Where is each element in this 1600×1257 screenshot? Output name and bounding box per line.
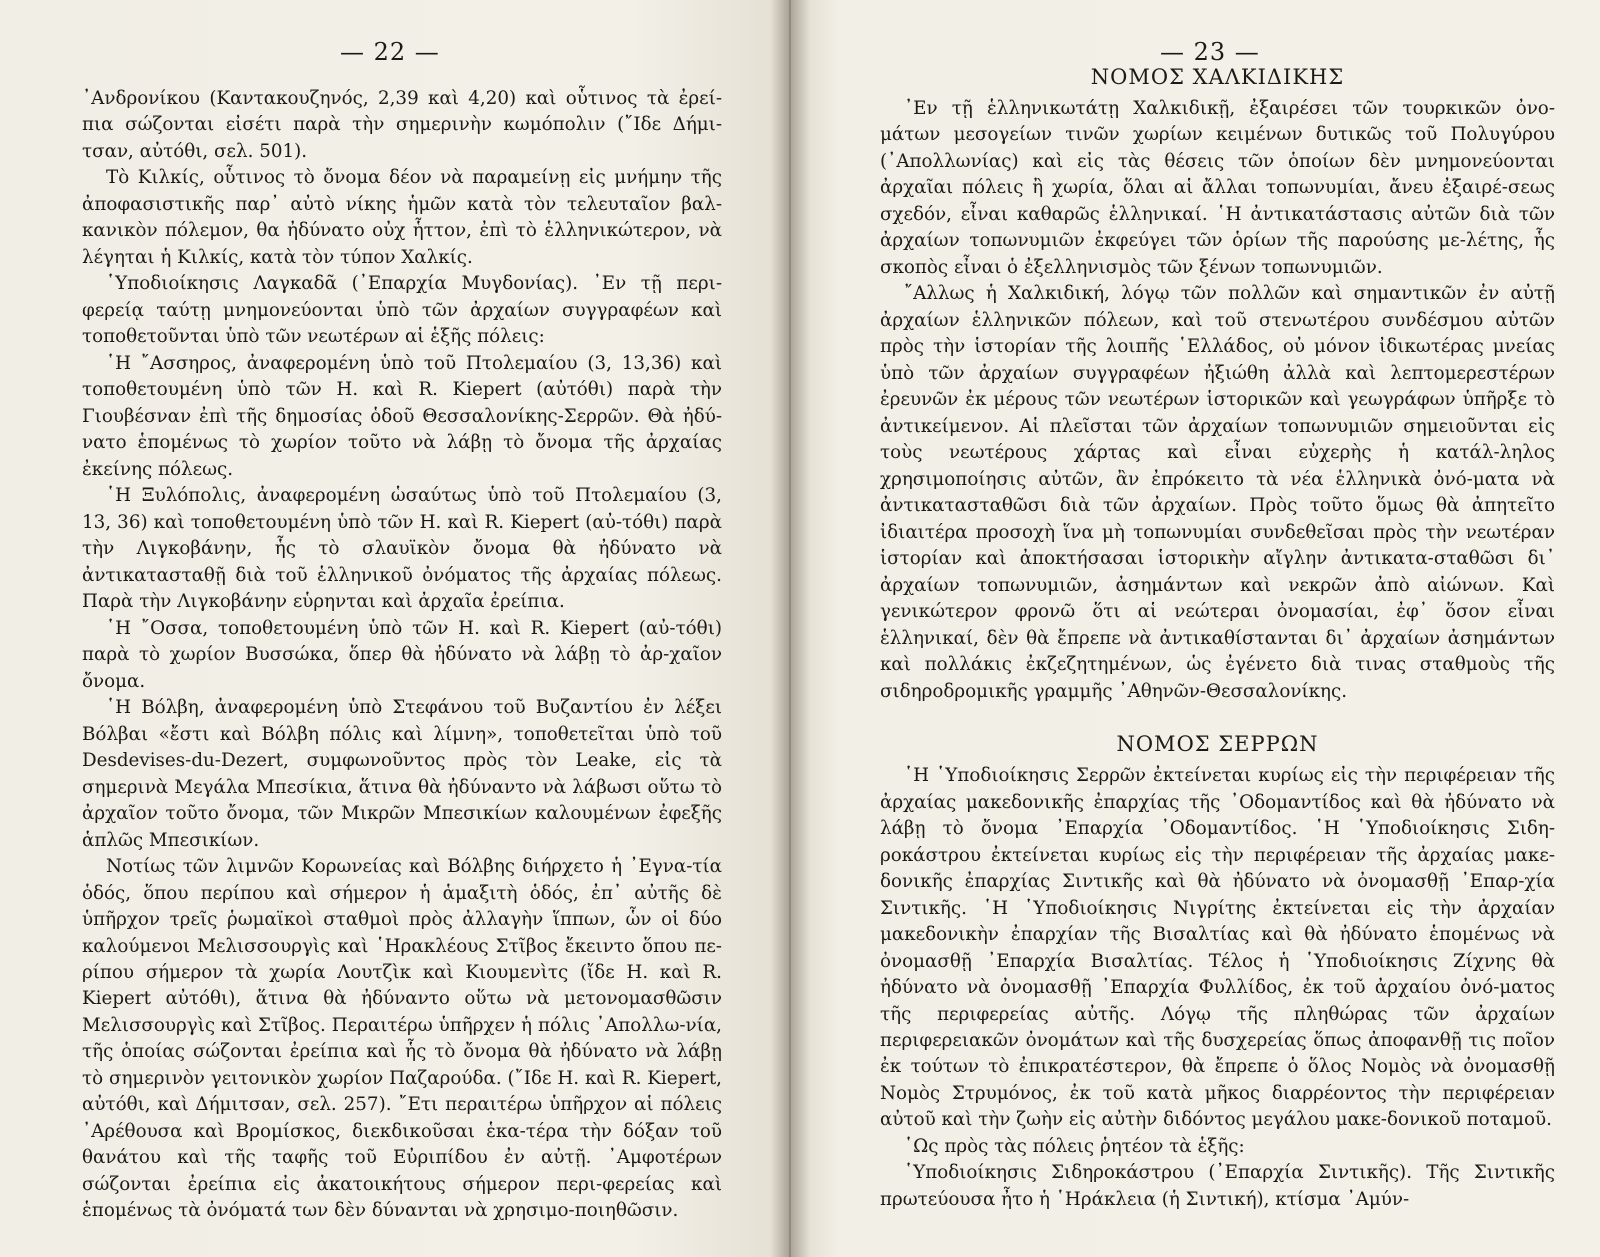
paragraph: ᾿Ανδρονίκου (Καντακουζηνός, 2,39 καὶ 4,20) καὶ οὗτινος τὰ ἐρεί-πια σώζονται εἰσέτι παρὰ τὴν σημερινὴν κωμόπολιν (῎Ιδε Δήμι-τσαν, αὐτόθι, σελ. 501).: [82, 88, 722, 162]
left-page-body: [82, 86, 722, 1225]
left-page: [0, 0, 790, 1257]
paragraph: ῾Υποδιοίκησις Σιδηροκάστρου (᾿Επαρχία Σιντικῆς). Τῆς Σιντικῆς πρωτεύουσα ἦτο ἡ ῾Ηράκλεια (ἡ Σιντική), κτίσμα ᾿Αμύν-: [880, 1162, 1555, 1210]
section-heading: ΝΟΜΟΣ ΣΕΡΡΩΝ: [1116, 732, 1319, 757]
paragraph: Νοτίως τῶν λιμνῶν Κορωνείας καὶ Βόλβης διήρχετο ἡ ᾿Εγνα-τία ὁδός, ὅπου περίπου καὶ σήμερον ἡ ἁμαξιτὴ ὁδός, ἐπ᾿ αὐτῆς δὲ ὑπῆρχον τρεῖς ῥωμαϊκοὶ σταθμοὶ πρὸς ἀλλαγὴν ἵππων, ὧν οἱ δύο καλούμενοι Μελισσουργὶς καὶ ῾Ηρακλέους Στῖβος ἔκειντο ὅπου πε-ρίπου σήμερον τὰ χωρία Λουτζὶκ καὶ Κιουμενὶτς (ἴδε H. καὶ R. Kiepert αὐτόθι), ἅτινα θὰ ἠδύναντο οὕτω νὰ μετονομασθῶσιν Μελισσουργὶς καὶ Στῖβος. Περαιτέρω ὑπῆρχεν ἡ πόλις ᾿Απολλω-νία, τῆς ὁποίας σώζονται ἐρείπια καὶ ἧς τὸ ὄνομα θὰ ἠδύνατο νὰ λάβῃ τὸ σημερινὸν γειτονικὸν χωρίον Παζαρούδα. (῎Ιδε H. καὶ R. Kiepert, αὐτόθι, καὶ Δήμιτσαν, σελ. 257). ῎Ετι περαιτέρω ὑπῆρχον αἱ πόλεις ᾿Αρέθουσα καὶ Βρομίσκος, διεκδικοῦσαι ἑκα-τέρα τὴν δόξαν τοῦ θανάτου καὶ τῆς ταφῆς τοῦ Εὐριπίδου ἐν αὐτῇ. ᾿Αμφοτέρων σώζονται ἐρείπια εἰς ἀκατοικήτους σήμερον περι-φερείας καὶ ἑπομένως τὰ ὀνόματά των δὲν δύνανται νὰ χρησιμο-ποιηθῶσιν.: [82, 856, 722, 1222]
section-heading: ΝΟΜΟΣ ΧΑΛΚΙΔΙΚΗΣ: [1090, 65, 1345, 89]
paragraph: Τὸ Κιλκίς, οὗτινος τὸ ὄνομα δέον νὰ παραμείνῃ εἰς μνήμην τῆς ἀποφασιστικῆς παρ᾿ αὐτὸ νίκης ἡμῶν κατὰ τὸν τελευταῖον βαλ-κανικὸν πόλεμον, θα ἠδύνατο οὐχ ἧττον, ἐπὶ τὸ ἑλληνικώτερον, νὰ λέγηται ἡ Κιλκίς, κατὰ τὸν τύπον Χαλκίς.: [82, 167, 722, 268]
page-number-left: — 22 —: [340, 38, 440, 66]
paragraph: ῾Η Ξυλόπολις, ἀναφερομένη ὡσαύτως ὑπὸ τοῦ Πτολεμαίου (3, 13, 36) καὶ τοποθετουμένη ὑπὸ τῶν H. καὶ R. Kiepert (αὐ-τόθι) παρὰ τὴν Λιγκοβάνην, ἧς τὸ σλαυϊκὸν ὄνομα θὰ ἠδύνατο νὰ ἀντικατασταθῇ διὰ τοῦ ἑλληνικοῦ ὀνόματος τῆς ἀρχαίας πόλεως. Παρὰ τὴν Λιγκοβάνην εὑρηνται καὶ ἀρχαῖα ἐρείπια.: [82, 485, 722, 613]
book-gutter: [770, 0, 810, 1257]
right-page: [790, 0, 1600, 1257]
paragraph: ῾Υποδιοίκησις Λαγκαδᾶ (᾿Επαρχία Μυγδονίας). ᾿Εν τῇ περι-φερείᾳ ταύτῃ μνημονεύονται ὑπὸ τῶν ἀρχαίων συγγραφέων καὶ τοποθετοῦνται ὑπὸ τῶν νεωτέρων αἱ ἑξῆς πόλεις:: [82, 273, 722, 348]
paragraph: ῾Η ῎Ασσηρος, ἀναφερομένη ὑπὸ τοῦ Πτολεμαίου (3, 13,36) καὶ τοποθετουμένη ὑπὸ τῶν H. καὶ R. Kiepert (αὐτόθι) παρὰ τὴν Γιουβέσναν ἐπὶ τῆς δημοσίας ὁδοῦ Θεσσαλονίκης-Σερρῶν. Θὰ ἠδύ-νατο ἑπομένως τὸ χωρίον τοῦτο νὰ λάβῃ τὸ ὄνομα τῆς ἀρχαίας ἐκείνης πόλεως.: [82, 352, 722, 480]
right-page-body: [880, 62, 1555, 1213]
page-number-right: — 23 —: [1160, 38, 1260, 66]
paragraph: ῾Η ῎Οσσα, τοποθετουμένη ὑπὸ τῶν H. καὶ R. Kiepert (αὐ-τόθι) παρὰ τὸ χωρίον Βυσσώκα, ὅπερ θὰ ἠδύνατο νὰ λάβῃ τὸ ἀρ-χαῖον ὄνομα.: [82, 617, 722, 692]
paragraph: ῾Ως πρὸς τὰς πόλεις ῥητέον τὰ ἑξῆς:: [904, 1135, 1245, 1157]
paragraph: ᾿Εν τῇ ἑλληνικωτάτῃ Χαλκιδικῇ, ἐξαιρέσει τῶν τουρκικῶν ὀνο-μάτων μεσογείων τινῶν χωρίων κειμένων δυτικῶς τοῦ Πολυγύρου (᾿Απολλωνίας) καὶ εἰς τὰς θέσεις τῶν ὁποίων δὲν μνημονεύονται ἀρχαῖαι πόλεις ἢ χωρία, ὅλαι αἱ ἄλλαι τοπωνυμίαι, ἄνευ ἐξαιρέ-σεως σχεδόν, εἶναι καθαρῶς ἑλληνικαί. ῾Η ἀντικατάστασις αὐτῶν διὰ τῶν ἀρχαίων τοπωνυμιῶν ἐκφεύγει τῶν ὁρίων τῆς παρούσης με-λέτης, ἧς σκοπὸς εἶναι ὁ ἐξελληνισμὸς τῶν ξένων τοπωνυμιῶν.: [880, 98, 1555, 278]
paragraph: ῾Η Βόλβη, ἀναφερομένη ὑπὸ Στεφάνου τοῦ Βυζαντίου ἐν λέξει Βόλβαι «ἔστι καὶ Βόλβη πόλις καὶ λίμνη», τοποθετεῖται ὑπὸ τοῦ Desdevises-du-Dezert, συμφωνοῦντος πρὸς τὸν Leake, εἰς τὰ σημερινὰ Μεγάλα Μπεσίκια, ἅτινα θὰ ἠδύναντο νὰ λάβωσι οὕτω τὸ ἀρχαῖον τοῦτο ὄνομα, τῶν Μικρῶν Μπεσικίων καλουμένων ἐφεξῆς ἁπλῶς Μπεσικίων.: [82, 697, 722, 851]
paragraph: ῎Αλλως ἡ Χαλκιδική, λόγῳ τῶν πολλῶν καὶ σημαντικῶν ἐν αὐτῇ ἀρχαίων ἑλληνικῶν πόλεων, καὶ τοῦ στενωτέρου συνδέσμου αὐτῶν πρὸς τὴν ἱστορίαν τῆς λοιπῆς ῾Ελλάδος, οὐ μόνον ἰδικωτέρας μνείας ὑπὸ τῶν ἀρχαίων συγγραφέων ἠξιώθη ἀλλὰ καὶ λεπτομερεστέρων ἐρευνῶν ἐκ μέρους τῶν νεωτέρων ἱστορικῶν καὶ γεωγράφων ὑπῆρξε τὸ ἀντικείμενον. Αἱ πλεῖσται τῶν ἀρχαίων τοπωνυμιῶν σημειοῦνται εἰς τοὺς νεωτέρους χάρτας καὶ εἶναι εὐχερὴς ἡ κατάλ-ληλος χρησιμοποίησις αὐτῶν, ἂν ἐπρόκειτο τὰ νέα ἑλληνικὰ ὀνό-ματα νὰ ἀντικατασταθῶσι διὰ τῶν ἀρχαίων. Πρὸς τοῦτο ὅμως θὰ ἀπητεῖτο ἰδιαιτέρα προσοχὴ ἵνα μὴ τοπωνυμίαι συνδεθεῖσαι πρὸς τὴν νεωτέραν ἱστορίαν καὶ ἀποκτήσασαι ἱστορικὴν αἴγλην ἀντικατα-σταθῶσι δι᾿ ἀρχαίων τοπωνυμιῶν, ἀσημάντων καὶ νεκρῶν ἀπὸ αἰώνων. Καὶ γενικώτερον φρονῶ ὅτι αἱ νεώτεραι ὀνομασίαι, ἐφ᾿ ὅσον εἶναι ἑλληνικαί, δὲν θὰ ἔπρεπε νὰ ἀντικαθίστανται δι᾿ ἀρχαίων ἀσημάντων καὶ πολλάκις ἐκζεζητημένων, ὡς ἐγένετο διὰ τινας σταθμοὺς τῆς σιδηροδρομικῆς γραμμῆς ᾿Αθηνῶν-Θεσσαλονίκης.: [880, 283, 1555, 702]
paragraph: ῾Η ῾Υποδιοίκησις Σερρῶν ἐκτείνεται κυρίως εἰς τὴν περιφέρειαν τῆς ἀρχαίας μακεδονικῆς ἐπαρχίας τῆς ᾿Οδομαντίδος καὶ θὰ ἠδύνατο νὰ λάβῃ τὸ ὄνομα ᾿Επαρχία ᾿Οδομαντίδος. ῾Η ῾Υποδιοίκησις Σιδη-ροκάστρου ἐκτείνεται κυρίως εἰς τὴν περιφέρειαν τῆς ἀρχαίας μακε-δονικῆς ἐπαρχίας Σιντικῆς καὶ θὰ ἠδύνατο νὰ ὀνομασθῇ ᾿Επαρ-χία Σιντικῆς. ῾Η ῾Υποδιοίκησις Νιγρίτης ἐκτείνεται εἰς τὴν ἀρχαίαν μακεδονικὴν ἐπαρχίαν τῆς Βισαλτίας καὶ θὰ ἠδύνατο ἑπομένως νὰ ὀνομασθῇ ᾿Επαρχία Βισαλτίας. Τέλος ἡ ῾Υποδιοίκησις Ζίχνης θὰ ἠδύνατο νὰ ὀνομασθῇ ᾿Επαρχία Φυλλίδος, ἐκ τοῦ ἀρχαίου ὀνό-ματος τῆς περιφερείας αὐτῆς. Λόγῳ τῆς πληθώρας τῶν ἀρχαίων περιφερειακῶν ὀνομάτων καὶ τῆς δυσχερείας ὅπως ἀποφανθῇ τις ποῖον ἐκ τούτων τὸ ἐπικρατέστερον, θὰ ἔπρεπε ὁ ὅλος Νομὸς νὰ ὀνομασθῇ Νομὸς Στρυμόνος, ἐκ τοῦ κατὰ μῆκος διαρρέοντος τὴν περιφέρειαν αὐτοῦ καὶ τὴν ζωὴν εἰς αὐτὴν διδόντος μεγάλου μακε-δονικοῦ ποταμοῦ.: [880, 765, 1555, 1131]
